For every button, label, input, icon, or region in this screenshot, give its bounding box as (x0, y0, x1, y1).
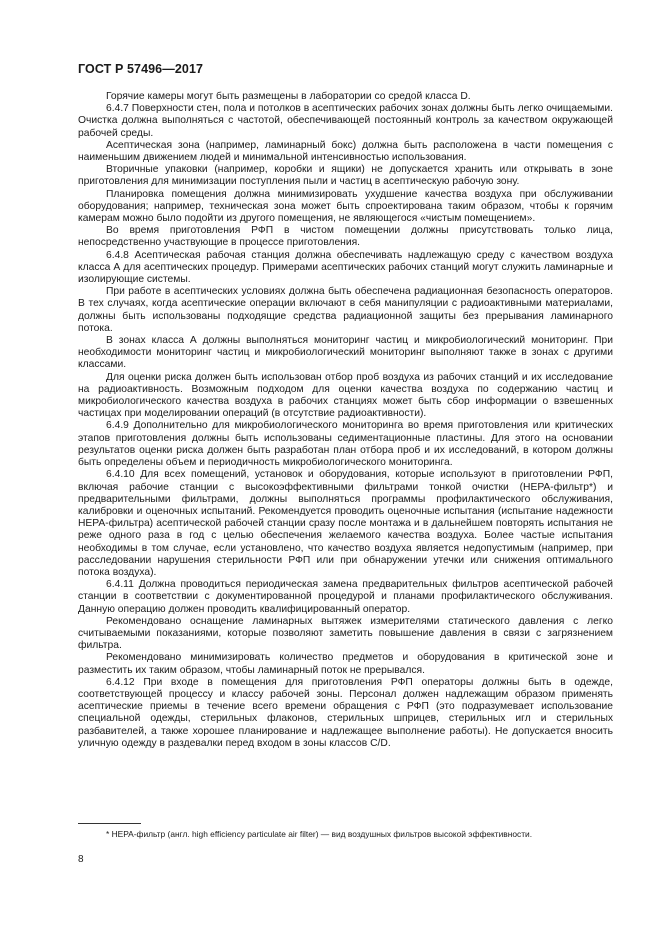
paragraph: Вторичные упаковки (например, коробки и ящики) не допускается хранить или открывать в зоне приготовления для минимизации поступления пыли и частиц в асептическую рабочую зону. (78, 164, 613, 188)
paragraph: В зонах класса А должны выполняться мониторинг частиц и микробиологический мониторинг. При необходимости мониторинг частиц и микробиологический мониторинг выполняют также в зонах с другими классами. (78, 335, 613, 371)
document-header: ГОСТ Р 57496—2017 (78, 62, 204, 76)
paragraph: Рекомендовано минимизировать количество предметов и оборудования в критической зоне и разместить их таким образом, чтобы ламинарный поток не прерывался. (78, 652, 613, 676)
paragraph: Асептическая зона (например, ламинарный бокс) должна быть расположена в части помещения с наименьшим движением людей и минимальной интенсивностью использования. (78, 139, 613, 164)
paragraph: Для оценки риска должен быть использован отбор проб воздуха из рабочих станций и их исследование на радиоактивность. Возможным подходом для оценки качества воздуха по содержанию частиц и микробиологического качества воздуха в рабочих станциях может быть сбор информации о взвешенных частицах при моделировании операций (в отсутствие радиоактивности). (78, 371, 613, 420)
paragraph: Рекомендовано оснащение ламинарных вытяжек измерителями статического давления с легко считываемыми показаниями, которые позволяют заметить повышение давления в связи с загрязнением фильтра. (78, 615, 613, 652)
page-number: 8 (78, 854, 84, 865)
paragraph: 6.4.10 Для всех помещений, установок и оборудования, которые используют в приготовлении РФП, включая рабочие станции с высокоэффективными фильтрами тонкой очистки (HEPA-фильтр*) и предварительными фильтрами, должны выполняться программы профилактического обслуживания, калибровки и оценочных испытаний. Рекомендуется проводить оценочные испытания (испытание надежности HEPA-фильтра) асептической рабочей станции сразу после монтажа и в дальнейшем повторять испытания не реже одного раза в год с целью обеспечения желаемого качества воздуха. Более частые испытания необходимы в том случае, если установлено, что качество воздуха является недопустимым (например, при расследовании нарушения стерильности РФП или при обнаружении утечки или снижения оптимального потока воздуха). (78, 469, 613, 578)
paragraph: 6.4.7 Поверхности стен, пола и потолков в асептических рабочих зонах должны быть легко очищаемыми. Очистка должна выполняться с частотой, обеспечивающей постоянный контроль за качеством окружающей рабочей среды. (78, 103, 613, 139)
footnote-divider (78, 823, 141, 824)
paragraph: 6.4.9 Дополнительно для микробиологического мониторинга во время приготовления или критических этапов приготовления должны быть использованы седиментационные пластины. Для этого на основании результатов оценки риска должен быть разработан план отбора проб и их исследований, в котором должны быть определены объем и периодичность микробиологического мониторинга. (78, 420, 613, 469)
footnote: * HEPA-фильтр (англ. high efficiency particulate air filter) — вид воздушных фильтров высокой эффективности. (106, 829, 533, 839)
paragraph: Во время приготовления РФП в чистом помещении должны присутствовать только лица, непосредственно участвующие в процессе приготовления. (78, 225, 613, 249)
paragraph: 6.4.8 Асептическая рабочая станция должна обеспечивать надлежащую среду с качеством воздуха класса А для асептических процедур. Примерами асептических рабочих станций могут служить ламинарные и изолирующие системы. (78, 249, 613, 286)
paragraph: При работе в асептических условиях должна быть обеспечена радиационная безопасность операторов. В тех случаях, когда асептические операции включают в себя манипуляции с радиоактивными материалами, должны быть использованы подходящие средства радиационной защиты без прерывания ламинарного потока. (78, 286, 613, 334)
document-body (78, 91, 613, 750)
paragraph: Горячие камеры могут быть размещены в лаборатории со средой класса D. (106, 91, 471, 102)
paragraph: Планировка помещения должна минимизировать ухудшение качества воздуха при обслуживании оборудования; например, техническая зона может быть спроектирована таким образом, чтобы к горячим камерам можно было подойти из другого помещения, не являющегося «чистым помещением». (78, 188, 613, 225)
paragraph: 6.4.12 При входе в помещения для приготовления РФП операторы должны быть в одежде, соответствующей процессу и классу рабочей зоны. Персонал должен надлежащим образом применять асептические приемы в течение всего времени обращения с РФП (это подразумевает использование специальной одежды, стерильных флаконов, стерильных шприцев, стерильных игл и стерильных разбавителей, а также хорошее планирование и надлежащее выполнение работы). Не допускается вносить уличную одежду в раздевалки перед входом в зоны классов C/D. (78, 676, 613, 749)
paragraph: 6.4.11 Должна проводиться периодическая замена предварительных фильтров асептической рабочей станции в соответствии с документированной процедурой и планами профилактического обслуживания. Данную операцию должен проводить квалифицированный оператор. (78, 579, 613, 615)
